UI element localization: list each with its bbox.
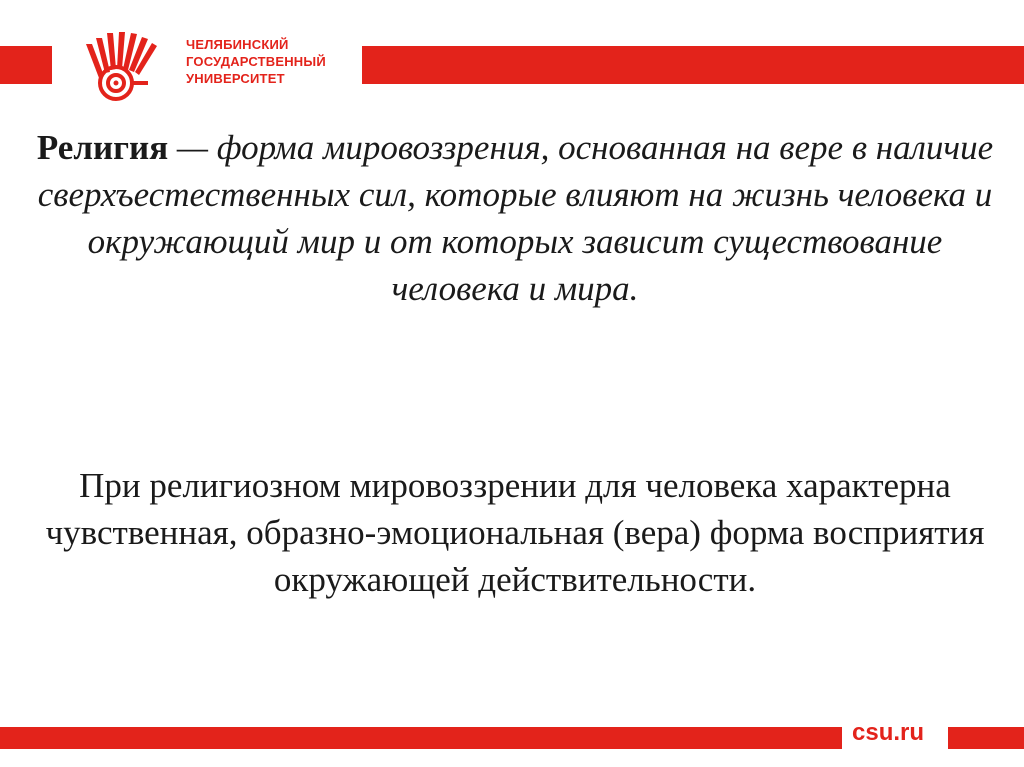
csu-logo-icon: [82, 30, 172, 102]
definition-term: Религия: [36, 128, 169, 167]
footer-red-bar-left: [0, 727, 842, 749]
definition-text: — форма мировоззрения, основанная на вере в наличие сверхъестественных сил, которые влияют на жизнь человека и окружающий мир и от которых зависит существование человека и мира.: [37, 128, 994, 308]
worldview-paragraph: При религиозном мировоззрении для человека характерна чувственная, образно-эмоциональная (вера) форма восприятия окружающей действительности.: [45, 466, 985, 599]
university-name-line-2: ГОСУДАРСТВЕННЫЙ: [186, 54, 326, 69]
university-name-line-3: УНИВЕРСИТЕТ: [186, 71, 285, 86]
header-red-bar-right: [362, 46, 1024, 84]
university-name: [186, 36, 326, 87]
definition-paragraph: [30, 124, 1000, 312]
header-red-bar-left: [0, 46, 52, 84]
university-name-line-1: ЧЕЛЯБИНСКИЙ: [186, 37, 289, 52]
site-url: csu.ru: [852, 719, 925, 746]
footer-red-bar-right: [948, 727, 1024, 749]
